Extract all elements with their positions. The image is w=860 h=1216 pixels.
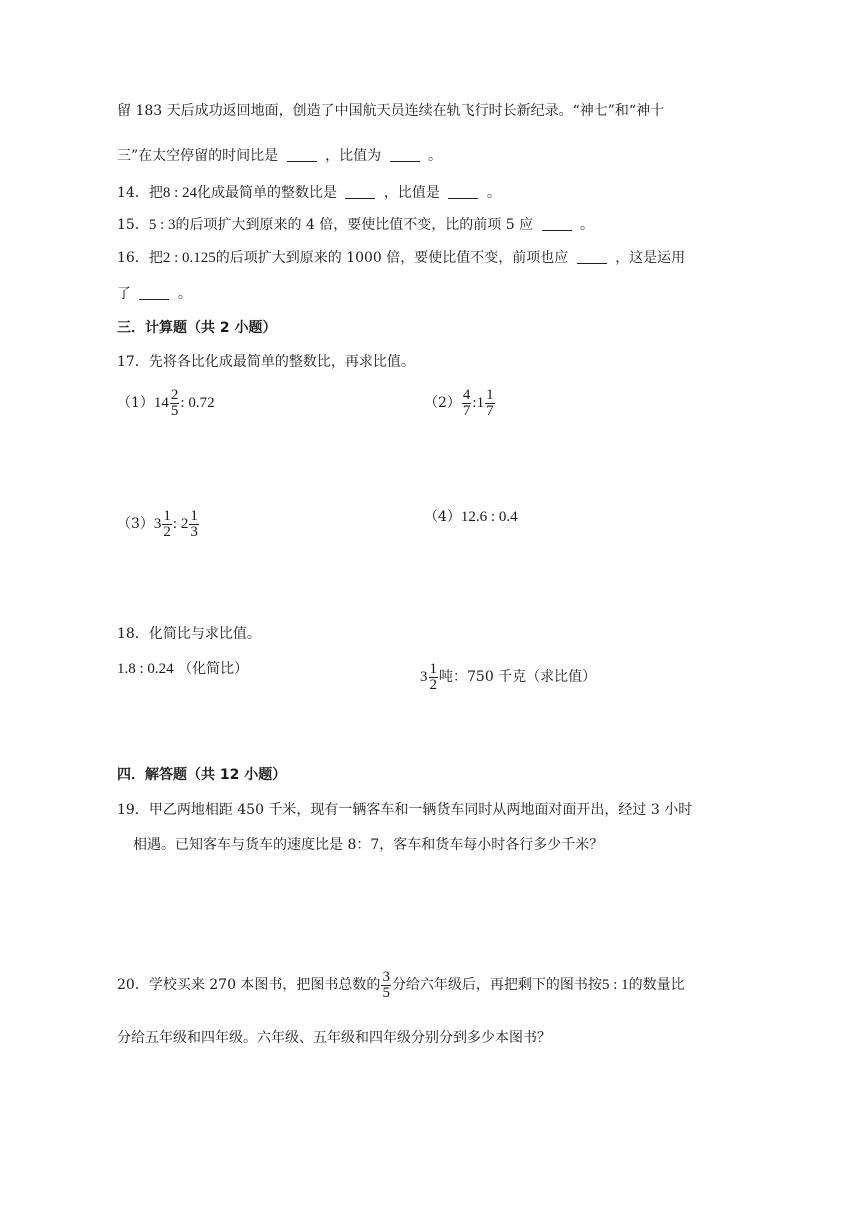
q16-number: 16．把 (117, 250, 163, 266)
question-14 (117, 183, 501, 203)
answer-blank[interactable] (139, 285, 169, 300)
ratio-expr: 1.8 : 0.24 (117, 661, 174, 677)
ratio-expr: 12.6 : 0.4 (460, 509, 518, 525)
q14-number: 14．把 (117, 185, 163, 201)
q16-text-b: ，这是运用 (615, 250, 686, 266)
q15-text-b: 。 (580, 217, 595, 233)
problem-18-b (420, 660, 596, 694)
instruction-note: 吨：750 千克（求比值） (439, 669, 597, 685)
problem-17-3 (117, 507, 200, 541)
answer-blank[interactable] (542, 216, 572, 231)
problem-18-a (117, 659, 248, 679)
fraction: $\frac{2}{5}$ (170, 386, 179, 419)
answer-blank[interactable] (448, 184, 478, 199)
q13-text-a: 三”在太空停留的时间比是 (117, 148, 279, 164)
fraction: $\frac{1}{2}$ (429, 660, 437, 693)
q20-text-b: 分给六年级后，再把剩下的图书按 (391, 977, 602, 993)
fraction: $\frac{4}{7}$ (462, 386, 471, 419)
q20-math: 5 : 1 (601, 977, 629, 993)
line-q13-continued: 留 183 天后成功返回地面，创造了中国航天员连续在轨飞行时长新纪录。“神七”和“神十 (117, 103, 665, 119)
answer-blank[interactable] (287, 147, 317, 162)
ratio-colon: : 2 (172, 516, 189, 532)
question-16-end (117, 284, 192, 304)
problem-17-2 (424, 386, 496, 420)
question-17: 17．先将各比化成最简单的整数比，再求比值。 (117, 354, 415, 370)
fraction: $\frac{1}{3}$ (190, 507, 198, 540)
problem-17-1 (117, 386, 215, 420)
problem-17-4 (424, 507, 518, 527)
fraction: $\frac{1}{2}$ (163, 507, 171, 540)
ratio-rest: : 0.72 (180, 395, 215, 411)
ratio-colon: : (472, 395, 477, 411)
q20-text: 20．学校买来 270 本图书，把图书总数的 (117, 977, 381, 993)
question-19-line-1: 19．甲乙两地相距 450 千米，现有一辆客车和一辆货车同时从两地面对面开出，经过 3 小时 (117, 802, 693, 818)
mixed-whole: 14 (153, 395, 169, 411)
question-20-line-1 (117, 968, 685, 1002)
mixed-whole: 3 (153, 516, 162, 532)
question-15 (117, 215, 594, 235)
q14-text-c: 。 (486, 185, 501, 201)
q13-text-c: 。 (427, 148, 442, 164)
q15-text: 的后项扩大到原来的 4 倍，要使比值不变，比的前项 5 应 (175, 217, 534, 233)
section-3-title: 三．计算题（共 2 小题） (117, 320, 277, 336)
q16-math: 2 : 0.125 (162, 250, 216, 266)
q20-text-c: 的数量比 (628, 977, 685, 993)
q16-text-d: 。 (177, 286, 192, 302)
item-label: （3） (117, 516, 154, 532)
q14-text-b: ，比值是 (383, 185, 440, 201)
question-18: 18．化简比与求比值。 (117, 626, 261, 642)
answer-blank[interactable] (577, 249, 607, 264)
q15-number: 15． (117, 217, 149, 233)
item-label: （2） (424, 395, 461, 411)
line-q13-end (117, 146, 442, 166)
mixed-whole: 1 (476, 395, 485, 411)
section-4-title: 四．解答题（共 12 小题） (117, 767, 287, 783)
question-16 (117, 248, 685, 268)
question-19-line-2: 相遇。已知客车与货车的速度比是 8：7，客车和货车每小时各行多少千米？ (133, 837, 604, 853)
q13-text-b: ，比值为 (325, 148, 382, 164)
answer-blank[interactable] (345, 184, 375, 199)
item-label: （4） (424, 509, 461, 525)
q14-text: 化成最简单的整数比是 (197, 185, 337, 201)
fraction: $\frac{3}{5}$ (382, 968, 390, 1001)
q16-text-c: 了 (117, 286, 131, 302)
q15-math: 5 : 3 (148, 217, 176, 233)
mixed-whole: 3 (420, 669, 428, 685)
q14-math: 8 : 24 (162, 185, 197, 201)
instruction-note: （化简比） (178, 661, 249, 677)
q16-text: 的后项扩大到原来的 1000 倍，要使比值不变，前项也应 (215, 250, 569, 266)
fraction: $\frac{1}{7}$ (486, 386, 494, 419)
answer-blank[interactable] (390, 147, 420, 162)
question-20-line-2: 分给五年级和四年级。六年级、五年级和四年级分别分到多少本图书？ (117, 1030, 551, 1046)
item-label: （1） (117, 395, 154, 411)
